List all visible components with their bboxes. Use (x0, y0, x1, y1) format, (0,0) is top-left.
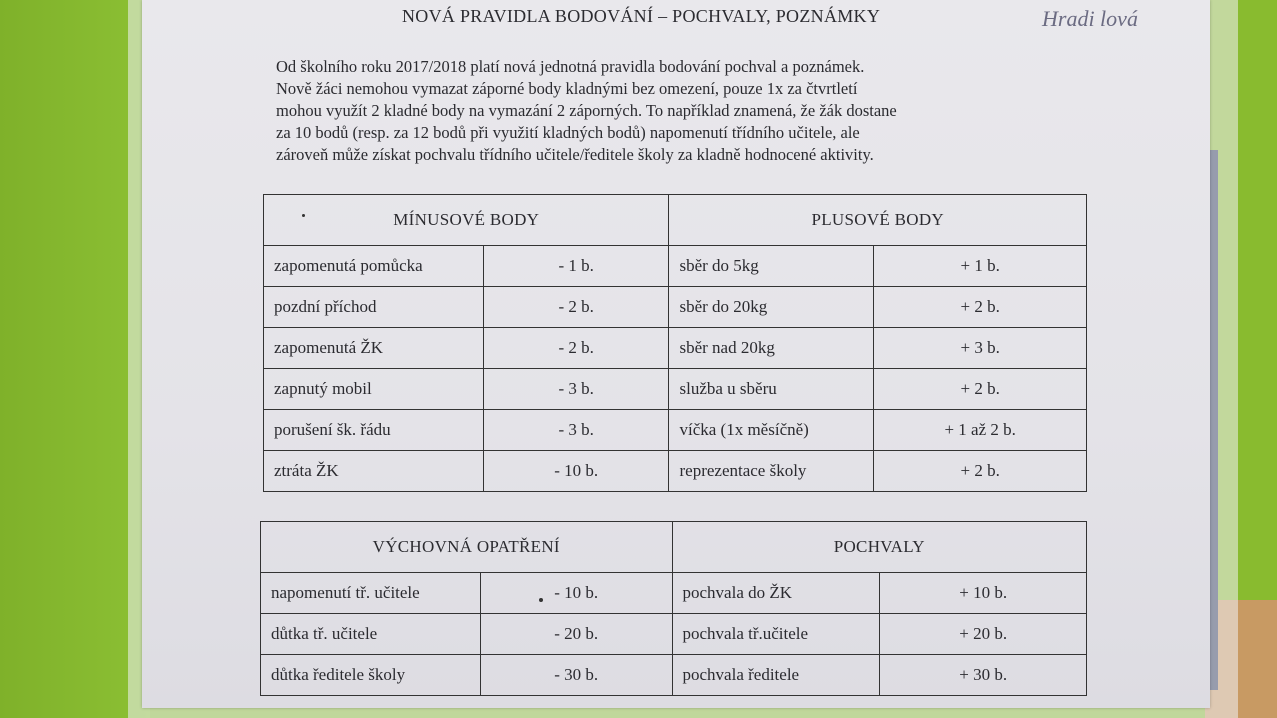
minus-label: napomenutí tř. učitele (261, 573, 481, 614)
minus-value: - 3 b. (483, 369, 669, 410)
minus-value: - 1 b. (483, 246, 669, 287)
plus-label: pochvala tř.učitele (672, 614, 880, 655)
intro-line: za 10 bodů (resp. za 12 bodů při využití kladných bodů) napomenutí třídního učitele, ale (276, 123, 860, 142)
plus-value: + 20 b. (880, 614, 1087, 655)
minus-label: porušení šk. řádu (264, 410, 484, 451)
plus-label: sběr nad 20kg (669, 328, 874, 369)
plus-value: + 1 až 2 b. (874, 410, 1087, 451)
intro-line: Od školního roku 2017/2018 platí nová jednotná pravidla bodování pochval a poznámek. (276, 57, 865, 76)
measures-header: VÝCHOVNÁ OPATŘENÍ (261, 522, 673, 573)
intro-line: mohou využít 2 kladné body na vymazání 2 záporných. To například znamená, že žák dostane (276, 101, 897, 120)
plus-label: sběr do 5kg (669, 246, 874, 287)
minus-label: zapomenutá ŽK (264, 328, 484, 369)
minus-label: důtka ředitele školy (261, 655, 481, 696)
intro-line: zároveň může získat pochvalu třídního učitele/ředitele školy za kladně hodnocené aktivity. (276, 145, 874, 164)
document-title: NOVÁ PRAVIDLA BODOVÁNÍ – POCHVALY, POZNÁMKY (402, 6, 881, 26)
plus-label: víčka (1x měsíčně) (669, 410, 874, 451)
plus-points-header: PLUSOVÉ BODY (669, 195, 1087, 246)
plus-value: + 1 b. (874, 246, 1087, 287)
minus-points-header: MÍNUSOVÉ BODY (264, 195, 669, 246)
plus-label: pochvala do ŽK (672, 573, 880, 614)
minus-label: zapomenutá pomůcka (264, 246, 484, 287)
minus-value: - 20 b. (480, 614, 672, 655)
intro-paragraph (276, 56, 1116, 166)
plus-value: + 30 b. (880, 655, 1087, 696)
plus-label: sběr do 20kg (669, 287, 874, 328)
table-row (264, 410, 1087, 451)
plus-value: + 10 b. (880, 573, 1087, 614)
table-row (261, 655, 1087, 696)
handwritten-signature: Hradi lová (1042, 6, 1138, 31)
plus-value: + 2 b. (874, 287, 1087, 328)
minus-label: zapnutý mobil (264, 369, 484, 410)
minus-value: - 10 b. (483, 451, 669, 492)
plus-value: + 3 b. (874, 328, 1087, 369)
intro-line: Nově žáci nemohou vymazat záporné body kladnými bez omezení, pouze 1x za čtvrtletí (276, 79, 858, 98)
table-row (264, 328, 1087, 369)
minus-label: důtka tř. učitele (261, 614, 481, 655)
table-row (261, 573, 1087, 614)
minus-label: ztráta ŽK (264, 451, 484, 492)
table-row (264, 451, 1087, 492)
document-sheet (142, 0, 1210, 708)
minus-value: - 30 b. (480, 655, 672, 696)
table-row (264, 246, 1087, 287)
minus-label: pozdní příchod (264, 287, 484, 328)
table-row (264, 287, 1087, 328)
plus-label: služba u sběru (669, 369, 874, 410)
table-row (264, 369, 1087, 410)
praise-header: POCHVALY (672, 522, 1086, 573)
measures-table (260, 521, 1087, 696)
plus-label: reprezentace školy (669, 451, 874, 492)
minus-value: - 2 b. (483, 287, 669, 328)
points-table (263, 194, 1087, 492)
minus-value: - 2 b. (483, 328, 669, 369)
minus-value: - 3 b. (483, 410, 669, 451)
minus-value: - 10 b. (480, 573, 672, 614)
table-row (261, 614, 1087, 655)
plus-value: + 2 b. (874, 451, 1087, 492)
plus-value: + 2 b. (874, 369, 1087, 410)
plus-label: pochvala ředitele (672, 655, 880, 696)
